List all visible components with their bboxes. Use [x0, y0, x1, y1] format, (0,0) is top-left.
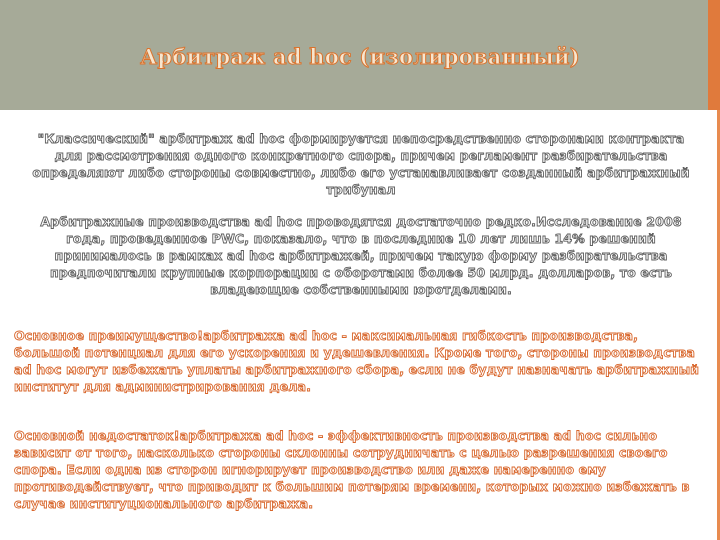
- paragraph-main-disadvantage: Основной недостаток!арбитража ad hoc - эффективность производства ad hoc сильно зависит от того, насколько стороны склонны сотрудничать с целью разрешения своего спора. Если одна из сторон игнорирует производство или даже намеренно ему противодействует, что приводит к большим потерям времени, которых можно избежать в случае институционального арбитража.: [14, 428, 690, 511]
- paragraph-pwc-study: Арбитражные производства ad hoc проводятся достаточно редко.Исследование 2008 года, проведенное PWC, показало, что в последние 10 лет лишь 14% решений принималось в рамках ad hoc арбитражей, причем такую форму разбирательства предпочитали крупные корпорации с оборотами более 50 млрд. долларов, то есть владеющие собственными юротделами.: [40, 214, 682, 297]
- paragraph-classic-definition: "Классический" арбитраж ad hoc формируется непосредственно сторонами контракта для рассмотрения одного конкретного спора, причем регламент разбирательства определяют либо стороны совместно, либо его устанавливает созданный арбитражный трибунал: [32, 131, 690, 197]
- paragraph-main-advantage: Основное преимущество!арбитража ad hoc - максимальная гибкость производства, большой потенциал для его ускорения и удешевления. Кроме того, стороны производства ad hoc могут избежать уплаты арбитражного сбора, если не будут назначать арбитражный институт для администрирования дела.: [14, 328, 700, 394]
- slide-title: Арбитраж ad hoc (изолированный): [140, 44, 580, 69]
